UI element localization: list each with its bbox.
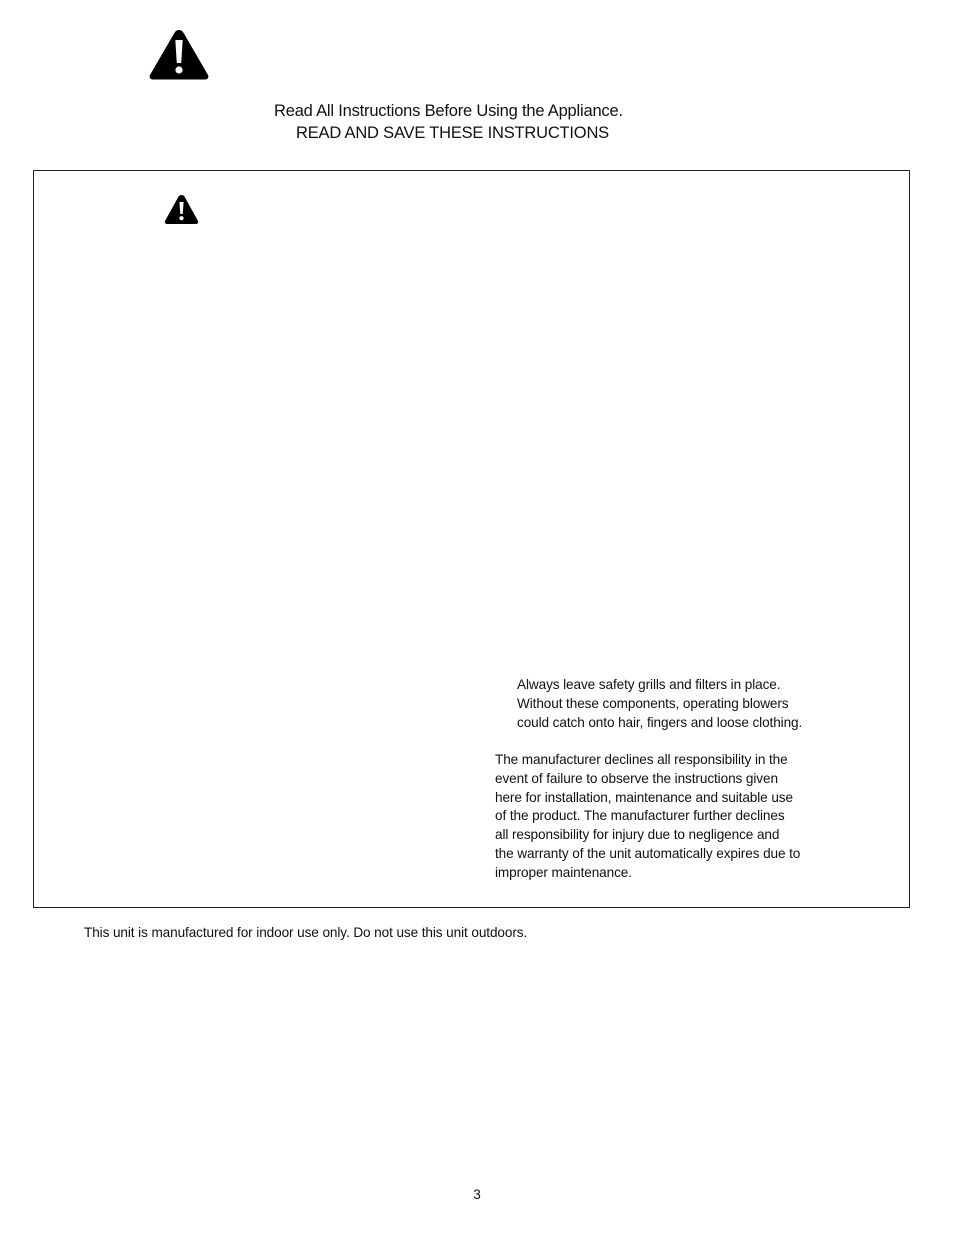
save-instructions-heading: READ AND SAVE THESE INSTRUCTIONS — [296, 124, 609, 142]
warning-triangle-icon — [148, 28, 210, 81]
paragraph-line: the warranty of the unit automatically expires due to — [495, 845, 801, 861]
paragraph-line: here for installation, maintenance and suitable use — [495, 789, 793, 805]
paragraph-line: improper maintenance. — [495, 864, 632, 880]
paragraph-line: all responsibility for injury due to negligence and — [495, 827, 780, 843]
warning-triangle-icon — [164, 194, 199, 225]
paragraph-line: event of failure to observe the instructions given — [495, 770, 778, 786]
indoor-use-note: This unit is manufactured for indoor use only. Do not use this unit outdoors. — [84, 925, 528, 940]
safety-grills-paragraph — [517, 676, 802, 732]
paragraph-line: Always leave safety grills and filters in place. — [517, 677, 781, 692]
paragraph-line: of the product. The manufacturer further declines — [495, 808, 785, 824]
paragraph-line: The manufacturer declines all responsibility in the — [495, 752, 788, 767]
page-number: 3 — [473, 1187, 481, 1202]
paragraph-line: Without these components, operating blowers — [517, 695, 789, 711]
manufacturer-disclaimer-paragraph — [495, 751, 800, 883]
read-instructions-heading: Read All Instructions Before Using the Appliance. — [274, 102, 623, 120]
paragraph-line: could catch onto hair, fingers and loose clothing. — [517, 714, 803, 730]
